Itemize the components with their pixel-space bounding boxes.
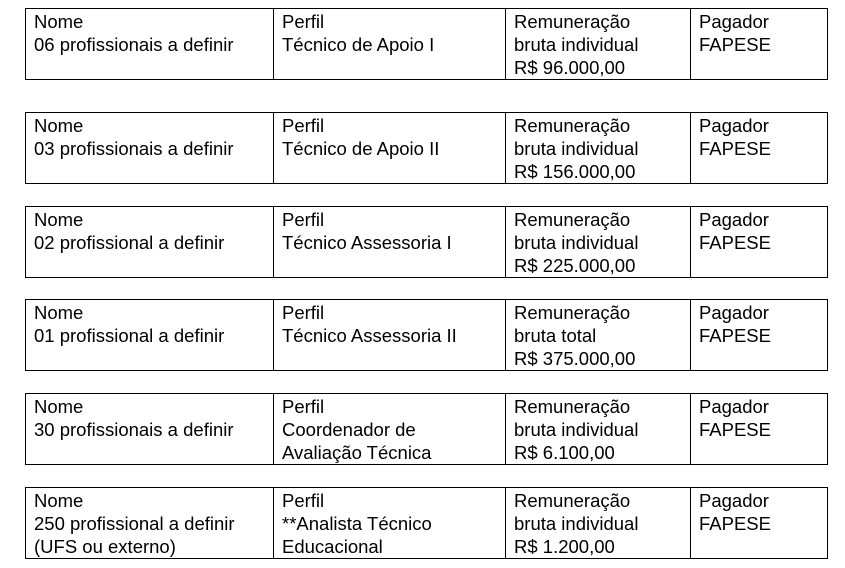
remuneracao-amount: R$ 375.000,00 [514, 348, 636, 369]
staff-table-5 [25, 393, 828, 465]
table-row [26, 207, 828, 278]
remuneracao-amount: R$ 6.100,00 [514, 442, 615, 463]
nome-label: Nome [34, 396, 84, 417]
perfil-label: Perfil [282, 115, 325, 136]
perfil-label: Perfil [282, 11, 325, 32]
remuneracao-amount: R$ 225.000,00 [514, 255, 636, 276]
pagador-label: Pagador [699, 490, 769, 511]
perfil-label: Perfil [282, 396, 325, 417]
pagador-cell [691, 113, 828, 184]
remuneracao-label: Remuneração [514, 490, 631, 511]
nome-cell [26, 113, 274, 184]
nome-label: Nome [34, 490, 84, 511]
nome-value: 30 profissionais a definir [34, 419, 234, 440]
pagador-value: FAPESE [699, 513, 771, 534]
perfil-cell [274, 9, 506, 80]
nome-cell [26, 300, 274, 371]
perfil-cell [274, 113, 506, 184]
staff-table-4 [25, 299, 828, 371]
remuneracao-label: Remuneração [514, 11, 631, 32]
pagador-cell [691, 9, 828, 80]
nome-label: Nome [34, 115, 84, 136]
pagador-label: Pagador [699, 209, 769, 230]
nome-value-line-2: (UFS ou externo) [34, 536, 176, 557]
nome-label: Nome [34, 302, 84, 323]
remuneracao-type: bruta total [514, 325, 597, 346]
table-row [26, 300, 828, 371]
pagador-cell [691, 207, 828, 278]
staff-table-2 [25, 112, 828, 184]
perfil-value: **Analista Técnico [282, 513, 432, 534]
perfil-value: Técnico Assessoria II [282, 325, 457, 346]
pagador-cell [691, 300, 828, 371]
perfil-label: Perfil [282, 490, 325, 511]
pagador-cell [691, 394, 828, 465]
perfil-label: Perfil [282, 302, 325, 323]
perfil-value: Técnico Assessoria I [282, 232, 452, 253]
table-row [26, 113, 828, 184]
pagador-cell [691, 488, 828, 559]
nome-label: Nome [34, 11, 84, 32]
pagador-label: Pagador [699, 396, 769, 417]
nome-value: 02 profissional a definir [34, 232, 225, 253]
remuneracao-label: Remuneração [514, 396, 631, 417]
nome-value: 03 profissionais a definir [34, 138, 234, 159]
perfil-cell [274, 300, 506, 371]
remuneracao-cell [506, 113, 691, 184]
remuneracao-amount: R$ 1.200,00 [514, 536, 615, 557]
perfil-value: Técnico de Apoio I [282, 34, 435, 55]
pagador-label: Pagador [699, 115, 769, 136]
perfil-value-line-2: Educacional [282, 536, 383, 557]
nome-cell [26, 207, 274, 278]
pagador-value: FAPESE [699, 419, 771, 440]
remuneracao-cell [506, 207, 691, 278]
pagador-value: FAPESE [699, 232, 771, 253]
remuneracao-type: bruta individual [514, 34, 639, 55]
remuneracao-amount: R$ 96.000,00 [514, 57, 626, 78]
table-row [26, 9, 828, 80]
remuneracao-label: Remuneração [514, 115, 631, 136]
nome-value: 06 profissionais a definir [34, 34, 234, 55]
table-row [26, 394, 828, 465]
perfil-value-line-2: Avaliação Técnica [282, 442, 432, 463]
pagador-label: Pagador [699, 302, 769, 323]
remuneracao-type: bruta individual [514, 513, 639, 534]
nome-label: Nome [34, 209, 84, 230]
remuneracao-label: Remuneração [514, 302, 631, 323]
remuneracao-type: bruta individual [514, 419, 639, 440]
pagador-label: Pagador [699, 11, 769, 32]
nome-value: 250 profissional a definir [34, 513, 235, 534]
pagador-value: FAPESE [699, 138, 771, 159]
staff-table-3 [25, 206, 828, 278]
remuneracao-cell [506, 394, 691, 465]
pagador-value: FAPESE [699, 34, 771, 55]
nome-value: 01 profissional a definir [34, 325, 225, 346]
staff-table-6 [25, 487, 828, 559]
remuneracao-type: bruta individual [514, 232, 639, 253]
nome-cell [26, 9, 274, 80]
perfil-cell [274, 488, 506, 559]
perfil-cell [274, 207, 506, 278]
table-row [26, 488, 828, 559]
perfil-value: Coordenador de [282, 419, 416, 440]
pagador-value: FAPESE [699, 325, 771, 346]
perfil-value: Técnico de Apoio II [282, 138, 440, 159]
remuneracao-cell [506, 9, 691, 80]
remuneracao-cell [506, 488, 691, 559]
nome-cell [26, 394, 274, 465]
perfil-cell [274, 394, 506, 465]
staff-table-1 [25, 8, 828, 80]
remuneracao-amount: R$ 156.000,00 [514, 161, 636, 182]
perfil-label: Perfil [282, 209, 325, 230]
nome-cell [26, 488, 274, 559]
remuneracao-cell [506, 300, 691, 371]
remuneracao-label: Remuneração [514, 209, 631, 230]
remuneracao-type: bruta individual [514, 138, 639, 159]
